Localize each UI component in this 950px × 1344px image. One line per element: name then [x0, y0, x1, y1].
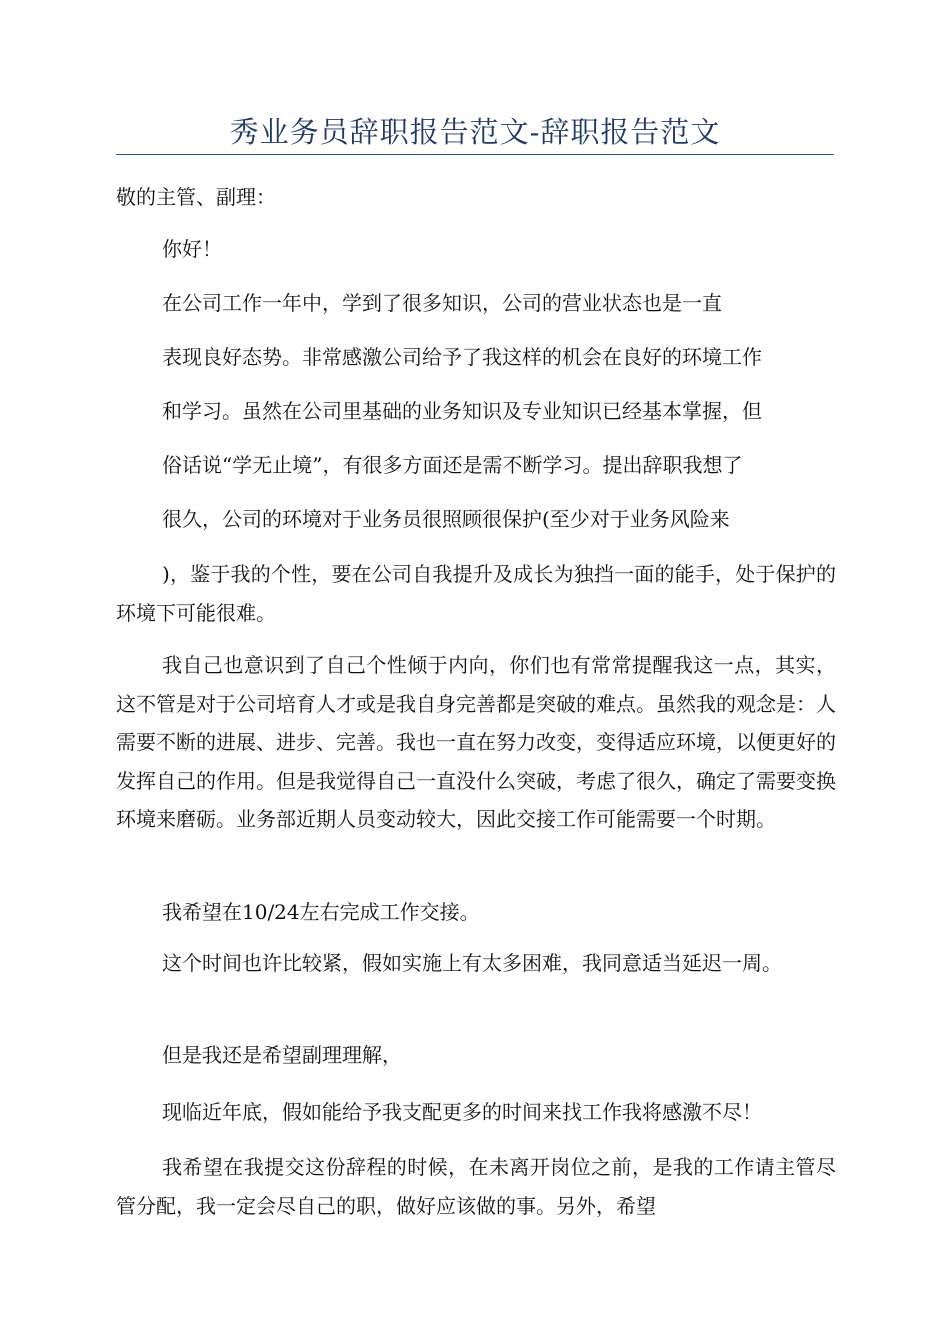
- body-line: 很久，公司的环境对于业务员很照顾很保护(至少对于业务风险来: [162, 507, 730, 531]
- body-line: 和学习。虽然在公司里基础的业务知识及专业知识已经基本掌握，但: [162, 399, 762, 423]
- paragraph: 我希望在10/24左右完成工作交接。: [162, 900, 480, 924]
- paragraph: )，鉴于我的个性，要在公司自我提升及成长为独挡一面的能手，处于保护的环境下可能很难。: [116, 562, 836, 625]
- paragraph: 这个时间也许比较紧，假如实施上有太多困难，我同意适当延迟一周。: [162, 951, 782, 975]
- paragraph: 但是我还是希望副理理解，: [162, 1043, 402, 1067]
- body-line: 在公司工作一年中，学到了很多知识，公司的营业状态也是一直: [162, 291, 722, 315]
- paragraph: 现临近年底，假如能给予我支配更多的时间来找工作我将感激不尽！: [162, 1100, 762, 1124]
- body-line: 表现良好态势。非常感激公司给予了我这样的机会在良好的环境工作: [162, 345, 762, 369]
- paragraph: 我希望在我提交这份辞程的时候，在未离开岗位之前，是我的工作请主管尽管分配，我一定会尽自己的职，做好应该做的事。另外，希望: [116, 1155, 836, 1218]
- greeting: 你好！: [162, 237, 222, 261]
- body-line: 俗话说“学无止境”，有很多方面还是需不断学习。提出辞职我想了: [162, 453, 743, 477]
- document-title: 秀业务员辞职报告范文-辞职报告范文: [229, 115, 721, 149]
- title-underline: [116, 154, 834, 155]
- paragraph: 我自己也意识到了自己个性倾于内向，你们也有常常提醒我这一点，其实，这不管是对于公司培育人才或是我自身完善都是突破的难点。虽然我的观念是：人需要不断的进展、进步、完善。我也一直在努力改变，变得适应环境，以便更好的发挥自己的作用。但是我觉得自己一直没什么突破，考虑了很久，确定了需要变换环境来磨砺。业务部近期人员变动较大，因此交接工作可能需要一个时期。: [116, 653, 836, 831]
- salutation: 敬的主管、副理：: [116, 185, 276, 209]
